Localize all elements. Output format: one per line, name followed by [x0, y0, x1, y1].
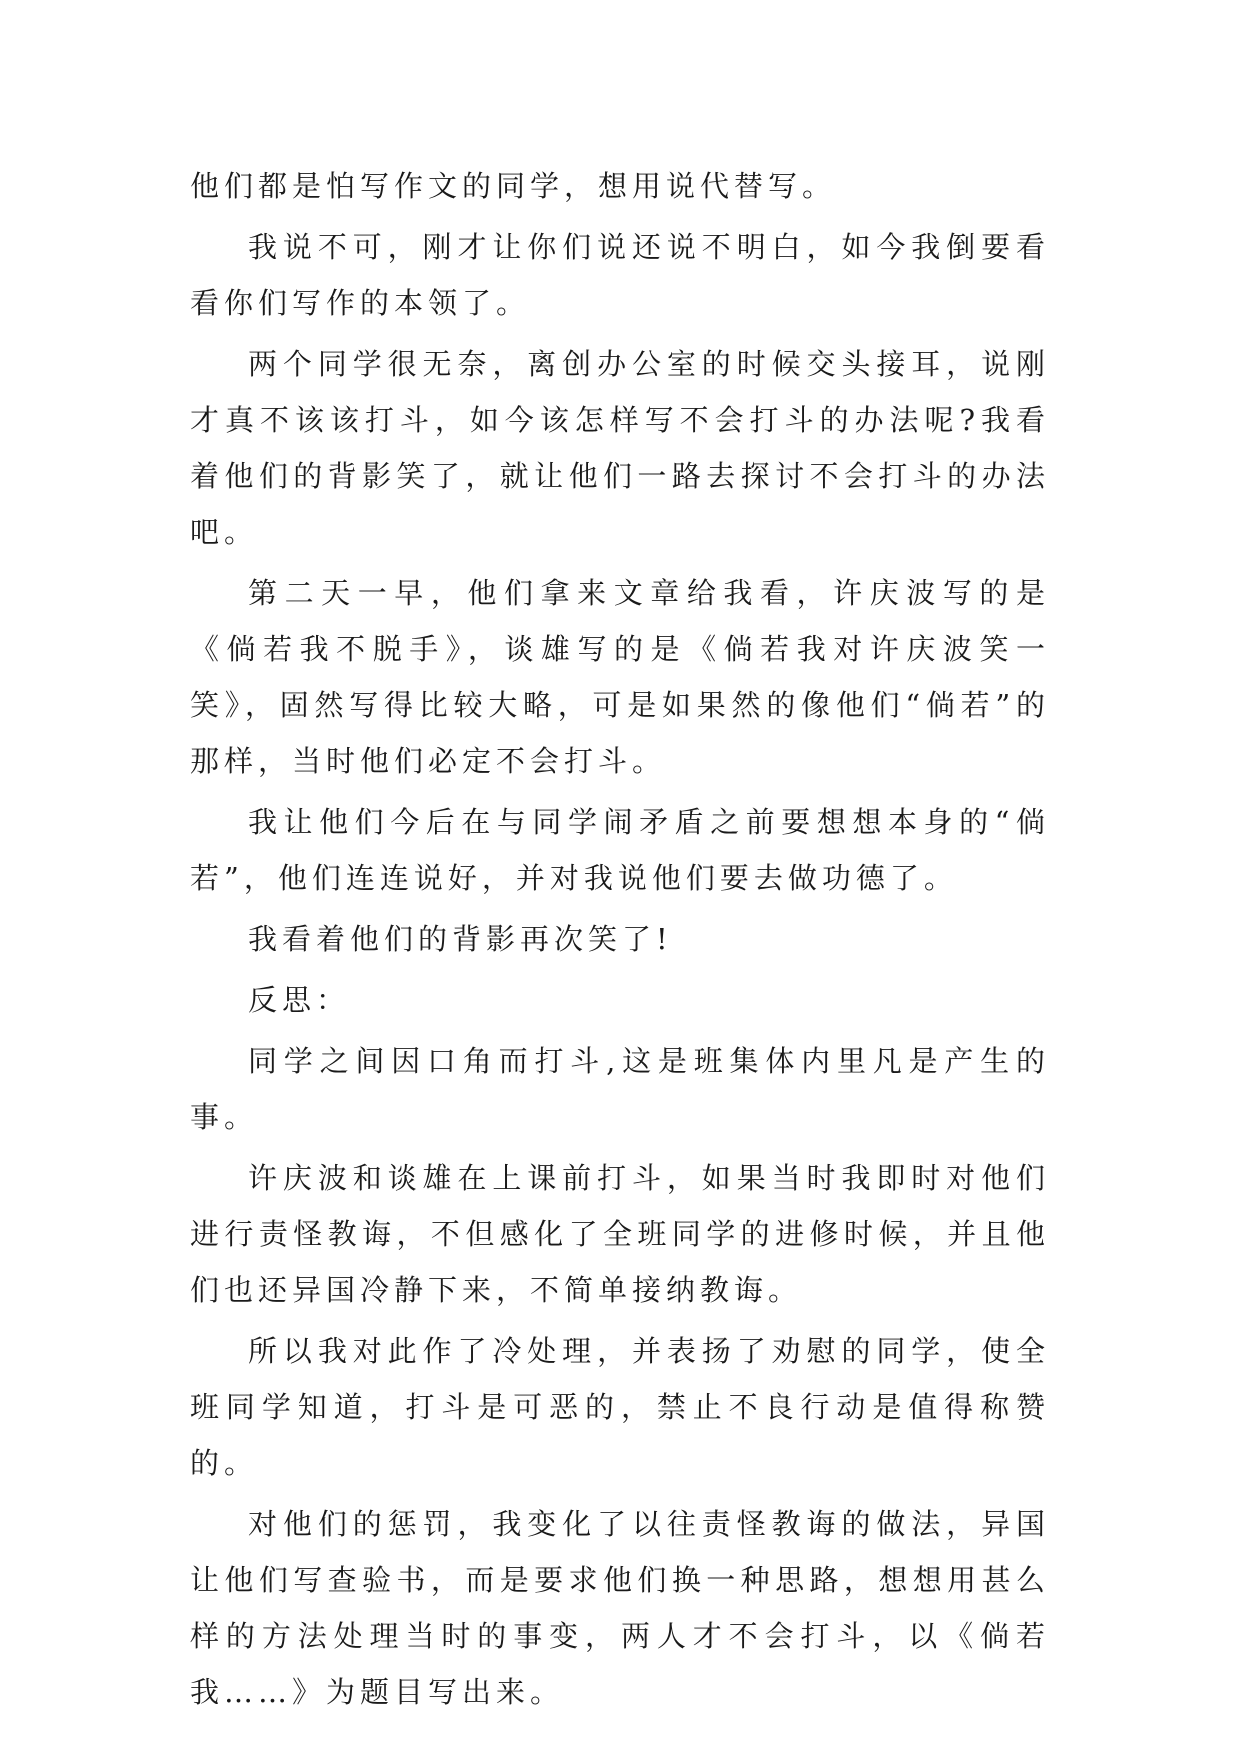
- paragraph-1: 他们都是怕写作文的同学，想用说代替写。: [190, 169, 837, 203]
- paragraph-8: 同学之间因口角而打斗,这是班集体内里凡是产生的事。: [190, 1044, 1050, 1134]
- paragraph-7: 反思：: [248, 983, 351, 1017]
- paragraph-10: 所以我对此作了冷处理，并表扬了劝慰的同学，使全班同学知道，打斗是可恶的，禁止不良行动是值得称赞的。: [190, 1334, 1050, 1480]
- document-body: [190, 158, 1050, 1725]
- paragraph-11: 对他们的惩罚，我变化了以往责怪教诲的做法，异国让他们写查验书，而是要求他们换一种思路，想想用甚么样的方法处理当时的事变，两人才不会打斗，以《倘若我……》为题目写出来。: [190, 1507, 1050, 1709]
- paragraph-3: 两个同学很无奈，离创办公室的时候交头接耳，说刚才真不该该打斗，如今该怎样写不会打斗的办法呢?我看着他们的背影笑了，就让他们一路去探讨不会打斗的办法吧。: [190, 347, 1050, 549]
- paragraph-5: 我让他们今后在与同学闹矛盾之前要想想本身的“倘若”，他们连连说好，并对我说他们要去做功德了。: [190, 805, 1050, 895]
- paragraph-6: 我看着他们的背影再次笑了!: [248, 922, 673, 956]
- paragraph-9: 许庆波和谈雄在上课前打斗，如果当时我即时对他们进行责怪教诲，不但感化了全班同学的进修时候，并且他们也还异国冷静下来，不简单接纳教诲。: [190, 1161, 1050, 1307]
- paragraph-2: 我说不可，刚才让你们说还说不明白，如今我倒要看看你们写作的本领了。: [190, 230, 1050, 320]
- paragraph-4: 第二天一早，他们拿来文章给我看，许庆波写的是《倘若我不脱手》，谈雄写的是《倘若我对许庆波笑一笑》，固然写得比较大略，可是如果然的像他们“倘若”的那样，当时他们必定不会打斗。: [190, 576, 1050, 778]
